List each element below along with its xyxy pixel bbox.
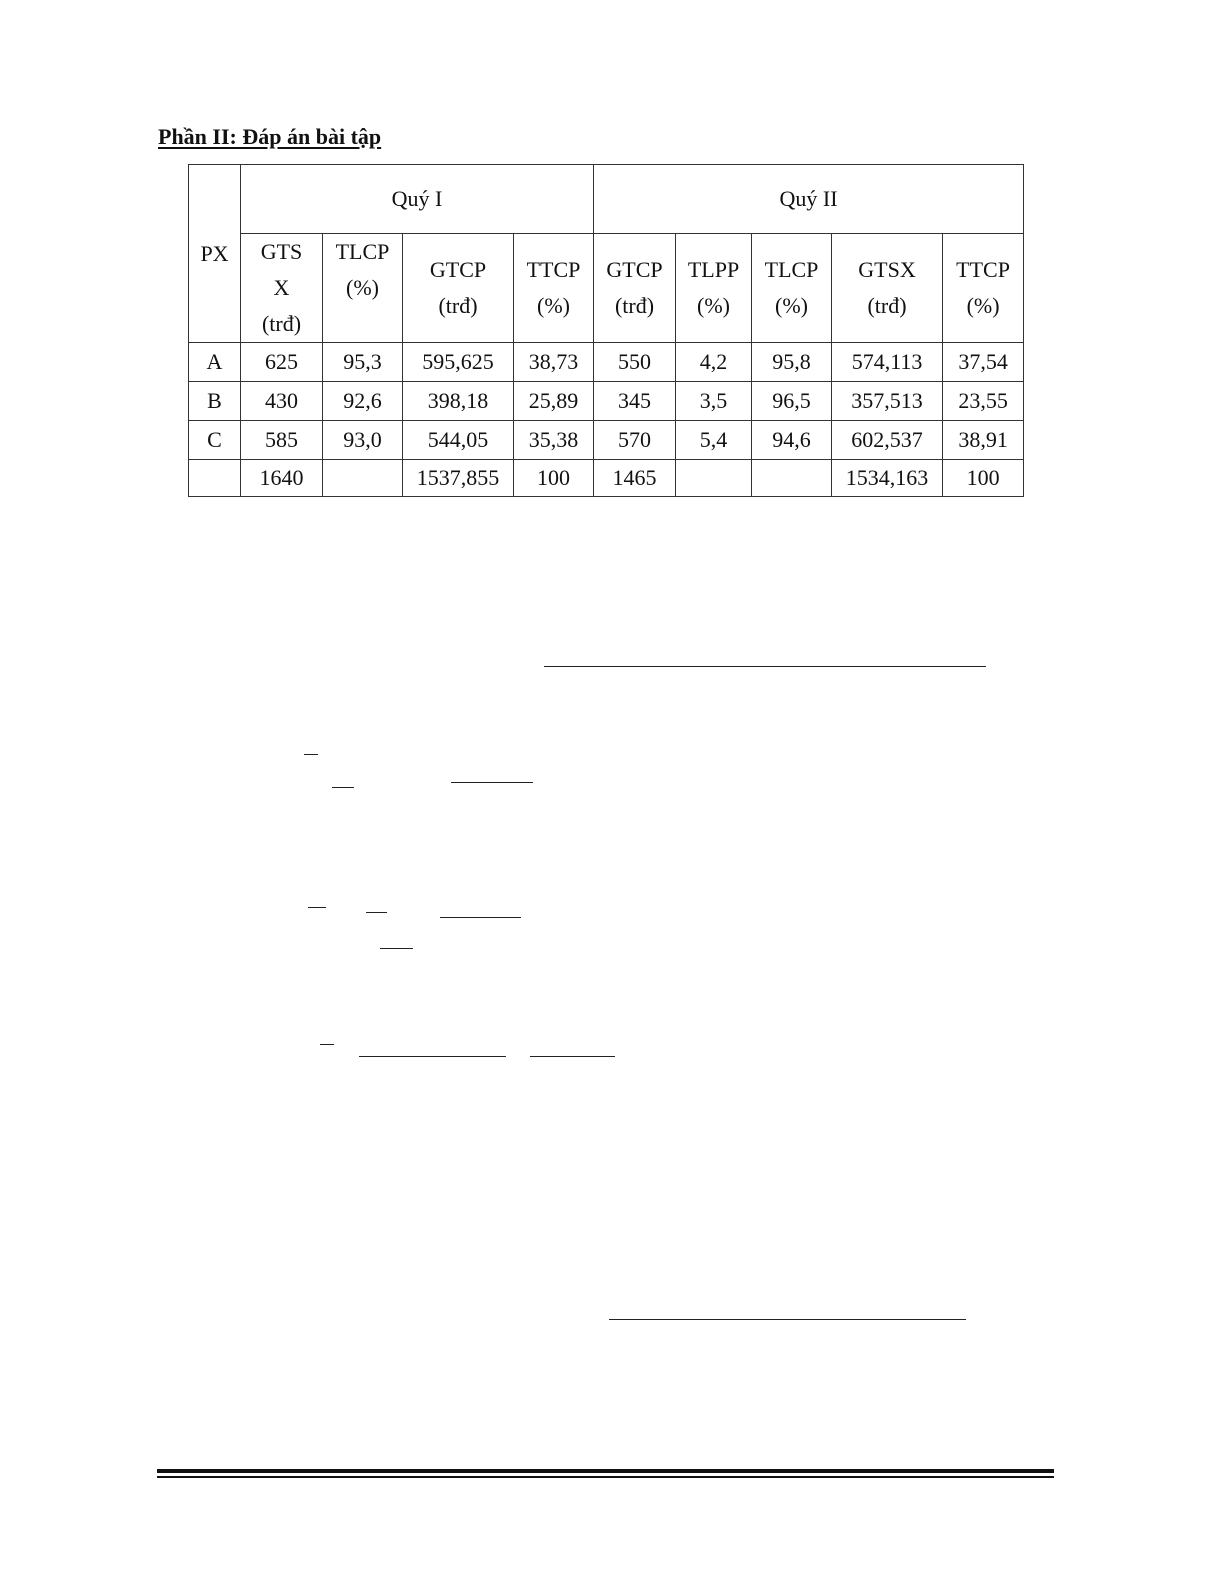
table-cell: 1537,855 [403, 460, 514, 497]
table-cell: 1465 [594, 460, 676, 497]
quarter-1-header: Quý I [241, 165, 594, 234]
formula-bar [320, 1044, 334, 1045]
col-header-tlcp-q2: TLCP (%) [752, 234, 832, 343]
table-cell: 96,5 [752, 382, 832, 421]
table-cell: 38,91 [943, 421, 1024, 460]
col-header-ttcp-q1: TTCP (%) [514, 234, 594, 343]
table-cell: 570 [594, 421, 676, 460]
formula-bar [366, 912, 387, 913]
table-cell: 25,89 [514, 382, 594, 421]
table-cell: 595,625 [403, 343, 514, 382]
quarter-2-header: Quý II [594, 165, 1024, 234]
table-cell [676, 460, 752, 497]
table-cell: A [189, 343, 241, 382]
table-cell: 100 [514, 460, 594, 497]
table-cell: C [189, 421, 241, 460]
table-cell: 5,4 [676, 421, 752, 460]
table-cell: 357,513 [832, 382, 943, 421]
table-cell: 1534,163 [832, 460, 943, 497]
page-heading: Phần II: Đáp án bài tập [158, 124, 382, 149]
fraction-line [440, 917, 521, 918]
formula-line [544, 666, 986, 667]
answer-table [188, 164, 1024, 497]
table-cell: 95,3 [323, 343, 403, 382]
px-header: PX [189, 165, 241, 343]
col-header-tlpp-q2: TLPP (%) [676, 234, 752, 343]
table-cell: 93,0 [323, 421, 403, 460]
table-cell: 602,537 [832, 421, 943, 460]
table-cell: 3,5 [676, 382, 752, 421]
table-cell: 4,2 [676, 343, 752, 382]
table-cell: 585 [241, 421, 323, 460]
col-header-gtsx-q2: GTSX (trđ) [832, 234, 943, 343]
formula-bar [304, 754, 318, 755]
fraction-line [359, 1056, 506, 1057]
col-header-gtcp-q1: GTCP (trđ) [403, 234, 514, 343]
table-cell [189, 460, 241, 497]
col-header-tlcp-q1: TLCP (%) [323, 234, 403, 343]
table-cell: 430 [241, 382, 323, 421]
table-cell: 92,6 [323, 382, 403, 421]
table-cell [752, 460, 832, 497]
table-cell: 95,8 [752, 343, 832, 382]
formula-bar [308, 907, 326, 908]
table-cell: 398,18 [403, 382, 514, 421]
table-row [189, 421, 1024, 460]
formula-bar [332, 787, 354, 788]
table-cell: 38,73 [514, 343, 594, 382]
table-cell: 94,6 [752, 421, 832, 460]
table-cell: 550 [594, 343, 676, 382]
footer-rule [157, 1469, 1054, 1473]
formula-line [609, 1319, 966, 1320]
total-row [189, 460, 1024, 497]
table-cell: 574,113 [832, 343, 943, 382]
fraction-line [530, 1056, 615, 1057]
table-cell [323, 460, 403, 497]
fraction-line [451, 782, 533, 783]
table-cell: 37,54 [943, 343, 1024, 382]
table-cell: 544,05 [403, 421, 514, 460]
table-cell: B [189, 382, 241, 421]
table-cell: 345 [594, 382, 676, 421]
table-cell: 100 [943, 460, 1024, 497]
table-row [189, 382, 1024, 421]
table-cell: 35,38 [514, 421, 594, 460]
table-cell: 625 [241, 343, 323, 382]
table-cell: 1640 [241, 460, 323, 497]
table-cell: 23,55 [943, 382, 1024, 421]
formula-bar [380, 948, 413, 949]
col-header-ttcp-q2: TTCP (%) [943, 234, 1024, 343]
col-header-gtcp-q2: GTCP (trđ) [594, 234, 676, 343]
col-header-gtsx-q1: GTS X (trđ) [241, 234, 323, 343]
table-row [189, 343, 1024, 382]
footer-rule-thin [157, 1476, 1054, 1478]
